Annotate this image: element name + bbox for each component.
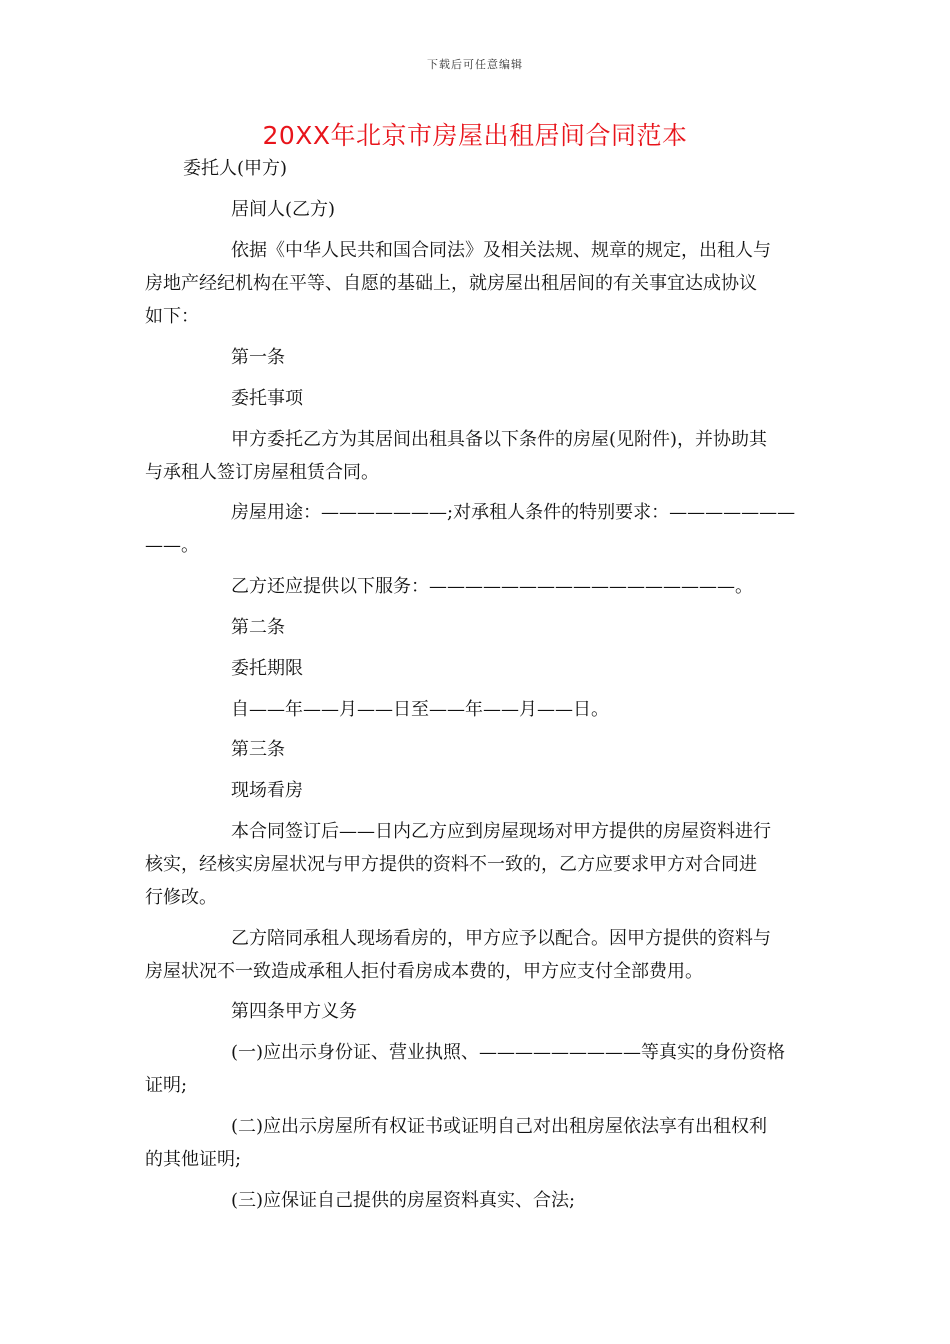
article-3-text-line-3: 行修改。 bbox=[145, 887, 217, 908]
header-note: 下载后可任意编辑 bbox=[427, 58, 523, 71]
document-title: 20XX年北京市房屋出租居间合同范本 bbox=[262, 121, 688, 150]
house-usage-line-2: ——。 bbox=[145, 535, 199, 556]
duty-2-line-1: (二)应出示房屋所有权证书或证明自己对出租房屋依法享有出租权利 bbox=[231, 1116, 768, 1137]
article-2-heading: 第二条 bbox=[231, 617, 285, 638]
article-3-heading: 第三条 bbox=[231, 739, 285, 760]
article-2-subject: 委托期限 bbox=[231, 658, 303, 679]
house-usage-line-1: 房屋用途：———————;对承租人条件的特别要求：——————— bbox=[231, 502, 796, 523]
duty-3-line: (三)应保证自己提供的房屋资料真实、合法; bbox=[231, 1190, 576, 1211]
article-1-text-line-2: 与承租人签订房屋租赁合同。 bbox=[145, 462, 379, 483]
article-1-subject: 委托事项 bbox=[231, 388, 303, 409]
party-a-line: 委托人(甲方) bbox=[183, 158, 288, 179]
viewing-text-line-1: 乙方陪同承租人现场看房的，甲方应予以配合。因甲方提供的资料与 bbox=[231, 928, 771, 949]
extra-services-line: 乙方还应提供以下服务：—————————————————。 bbox=[231, 576, 753, 597]
duty-2-line-2: 的其他证明; bbox=[145, 1149, 242, 1170]
viewing-text-line-2: 房屋状况不一致造成承租人拒付看房成本费的，甲方应支付全部费用。 bbox=[145, 961, 703, 982]
article-3-text-line-2: 核实，经核实房屋状况与甲方提供的资料不一致的，乙方应要求甲方对合同进 bbox=[145, 854, 757, 875]
article-1-text-line-1: 甲方委托乙方为其居间出租具备以下条件的房屋(见附件)，并协助其 bbox=[231, 429, 768, 450]
article-3-subject: 现场看房 bbox=[231, 780, 303, 801]
article-1-heading: 第一条 bbox=[231, 347, 285, 368]
term-line: 自——年——月——日至——年——月——日。 bbox=[231, 699, 609, 720]
duty-1-line-2: 证明; bbox=[145, 1075, 188, 1096]
preamble-line-1: 依据《中华人民共和国合同法》及相关法规、规章的规定，出租人与 bbox=[231, 240, 771, 261]
duty-1-line-1: (一)应出示身份证、营业执照、—————————等真实的身份资格 bbox=[231, 1042, 786, 1063]
preamble-line-3: 如下： bbox=[145, 306, 199, 327]
party-b-line: 居间人(乙方) bbox=[231, 199, 336, 220]
article-3-text-line-1: 本合同签订后——日内乙方应到房屋现场对甲方提供的房屋资料进行 bbox=[231, 821, 771, 842]
preamble-line-2: 房地产经纪机构在平等、自愿的基础上，就房屋出租居间的有关事宜达成协议 bbox=[145, 273, 757, 294]
article-4-heading: 第四条甲方义务 bbox=[231, 1001, 357, 1022]
